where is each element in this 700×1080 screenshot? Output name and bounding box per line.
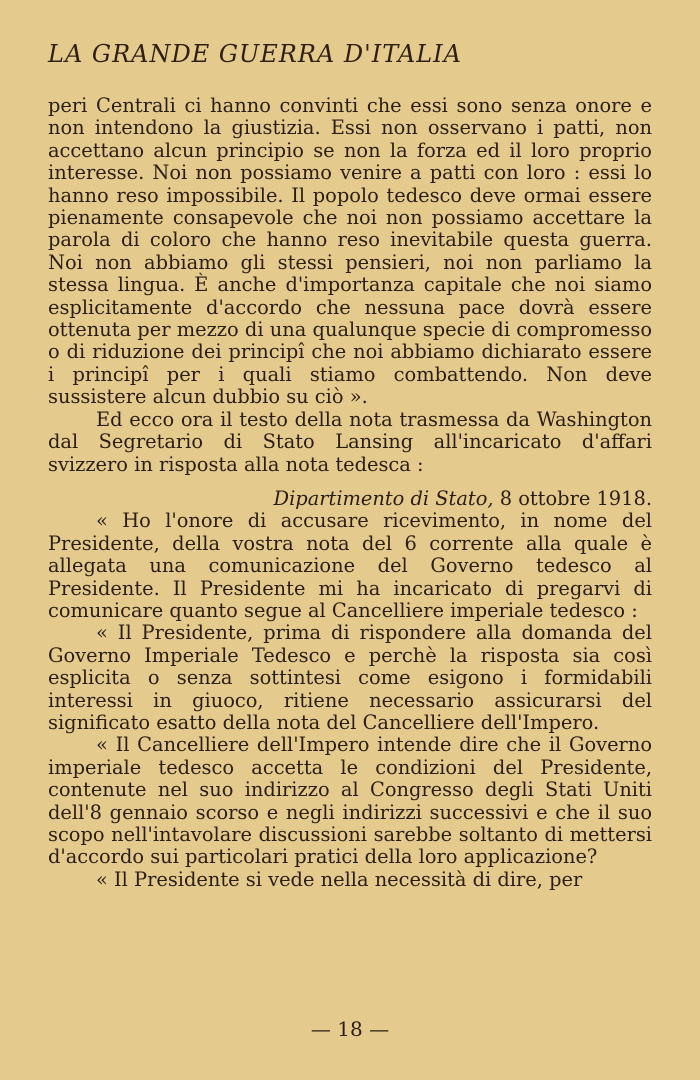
page-body xyxy=(48,95,652,891)
letter-paragraph: « Il Presidente, prima di rispondere alla domanda del Governo Imperiale Tedesco e perchè la risposta sia così esplicita o senza sottintesi come esigono i formidabili interessi in giuoco, ritiene necessario assicurarsi del significato esatto della nota del Cancelliere dell'Impero. xyxy=(48,621,652,734)
dateline-place: Dipartimento di Stato, xyxy=(273,486,494,510)
paragraph: Ed ecco ora il testo della nota trasmessa da Washington dal Segretario di Stato Lansing all'incaricato d'affari svizzero in risposta alla nota tedesca : xyxy=(48,407,652,476)
dateline xyxy=(48,488,652,510)
letter-paragraph: « Il Cancelliere dell'Impero intende dire che il Governo imperiale tedesco accetta le condizioni del Presidente, contenute nel suo indirizzo al Congresso degli Stati Uniti dell'8 gennaio scorso e negli indirizzi successivi e che il suo scopo nell'intavolare discussioni sarebbe soltanto di mettersi d'accordo sui particolari pratici della loro applicazione? xyxy=(48,733,652,869)
dateline-date: 8 ottobre 1918. xyxy=(499,486,652,510)
letter-paragraph: « Il Presidente si vede nella necessità di dire, per xyxy=(96,867,583,891)
running-head: LA GRANDE GUERRA D'ITALIA xyxy=(48,40,462,68)
page-number: — 18 — xyxy=(310,1017,390,1041)
letter-paragraph: « Ho l'onore di accusare ricevimento, in nome del Presidente, della vostra nota del 6 corrente alla quale è allegata una comunicazione del Governo tedesco al Presidente. Il Presidente mi ha incaricato di pregarvi di comunicare quanto segue al Cancelliere imperiale tedesco : xyxy=(48,509,652,622)
paragraph: peri Centrali ci hanno convinti che essi sono senza onore e non intendono la giustizia. Essi non osservano i patti, non accettano alcun principio se non la forza ed il loro proprio interesse. Noi non possiamo venire a patti con loro : essi lo hanno reso impossibile. Il popolo tedesco deve ormai essere pienamente consapevole che noi non possiamo accettare la parola di coloro che hanno reso inevitabile questa guerra. Noi non abbiamo gli stessi pensieri, noi non parliamo la stessa lingua. È anche d'importanza capitale che noi siamo esplicitamente d'accordo che nessuna pace dovrà essere ottenuta per mezzo di una qualunque specie di compromesso o di riduzione dei principî che noi abbiamo dichiarato essere i principî per i quali stiamo combattendo. Non deve sussistere alcun dubbio su ciò ». xyxy=(48,94,652,409)
